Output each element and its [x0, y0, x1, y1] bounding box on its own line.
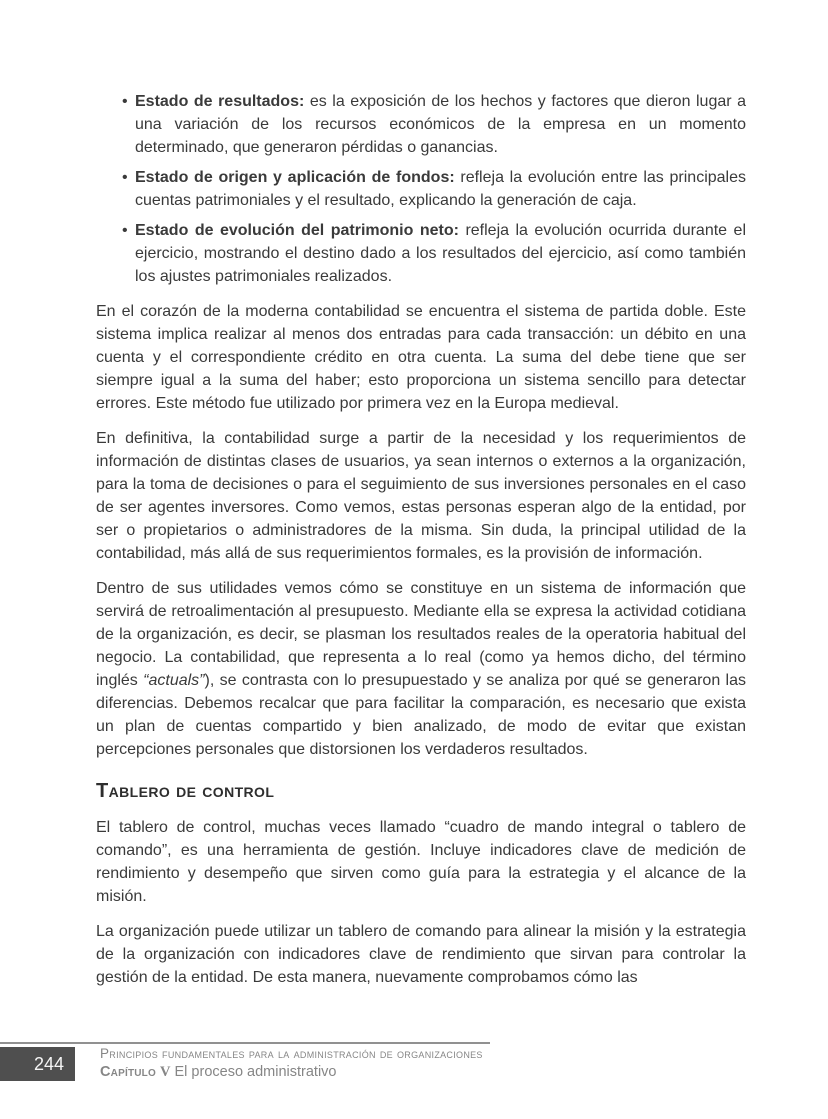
page-footer [100, 1046, 483, 1081]
bullet-item-body: es la exposición de los hechos y factores que dieron lugar a una variación de los recursos económicos de la empresa en un momento determinado, que generaron pérdidas o ganancias. [135, 93, 746, 156]
paragraph: La organización puede utilizar un tablero de comando para alinear la misión y la estrategia de la organización con indicadores clave de rendimiento que sirvan para controlar la gestión de la entidad. De esta manera, nuevamente comprobamos cómo las [96, 923, 746, 986]
chapter-title: El proceso administrativo [174, 1064, 337, 1080]
list-item [122, 90, 746, 159]
page-number: 244 [33, 1053, 64, 1074]
chapter-number: V [160, 1064, 171, 1080]
chapter-line [100, 1063, 483, 1081]
page-content [96, 90, 746, 989]
paragraph-text: ), se contrasta con lo presupuestado y se analiza por qué se generaron las diferencias. Debemos recalcar que para facilitar la comparación, es necesario que exista un plan de cuentas compartido y bien analizado, de modo de evitar que existan percepciones personales que distorsionen los verdaderos resultados. [96, 672, 747, 758]
bullet-item-lead: Estado de resultados: [135, 93, 305, 110]
bullet-list [96, 90, 746, 288]
paragraph-text: Dentro de sus utilidades vemos cómo se constituye en un sistema de información que servirá de retroalimentación al presupuesto. Mediante ella se expresa la actividad cotidiana de la organización, es decir, se plasman los resultados reales de la operatoria habitual del negocio. La contabilidad, que representa a lo real (como ya hemos dicho, del término inglés [96, 580, 746, 689]
book-title: Principios fundamentales para la administración de organizaciones [100, 1046, 483, 1061]
section-heading: Tablero de control [96, 780, 275, 802]
bullet-item-text [135, 219, 746, 288]
list-item [122, 219, 746, 288]
chapter-label: Capítulo [100, 1064, 156, 1080]
list-item [122, 166, 746, 212]
italic-term: “actuals” [143, 672, 205, 689]
bullet-item-body: refleja la evolución entre las principales cuentas patrimoniales y el resultado, explicando la generación de caja. [135, 169, 746, 209]
bullet-icon: • [122, 93, 128, 110]
paragraph: En definitiva, la contabilidad surge a partir de la necesidad y los requerimientos de información de distintas clases de usuarios, ya sean internos o externos a la organización, para la toma de decisiones o para el seguimiento de sus inversiones personales en el caso de ser agentes inversores. Como vemos, estas personas esperan algo de la entidad, por ser o propietarios o administradores de la misma. Sin duda, la principal utilidad de la contabilidad, más allá de sus requerimientos formales, es la provisión de información. [96, 430, 746, 562]
page-number-badge [0, 1047, 75, 1081]
bullet-item-body: refleja la evolución ocurrida durante el ejercicio, mostrando el destino dado a los resultados del ejercicio, así como también los ajustes patrimoniales realizados. [135, 222, 746, 285]
paragraph [96, 577, 746, 761]
paragraph: En el corazón de la moderna contabilidad se encuentra el sistema de partida doble. Este sistema implica realizar al menos dos entradas para cada transacción: un débito en una cuenta y el correspondiente crédito en otra cuenta. La suma del debe tiene que ser siempre igual a la suma del haber; esto proporciona un sistema sencillo para detectar errores. Este método fue utilizado por primera vez en la Europa medieval. [96, 303, 746, 412]
bullet-icon: • [122, 169, 128, 186]
bullet-item-text [135, 90, 746, 159]
bullet-item-text [135, 166, 746, 212]
bullet-icon: • [122, 222, 128, 239]
bullet-item-lead: Estado de evolución del patrimonio neto: [135, 222, 459, 239]
paragraph: El tablero de control, muchas veces llamado “cuadro de mando integral o tablero de comando”, es una herramienta de gestión. Incluye indicadores clave de medición de rendimiento y desempeño que sirven como guía para la estrategia y el alcance de la misión. [96, 819, 746, 905]
footer-divider [0, 1042, 490, 1044]
bullet-item-lead: Estado de origen y aplicación de fondos: [135, 169, 455, 186]
